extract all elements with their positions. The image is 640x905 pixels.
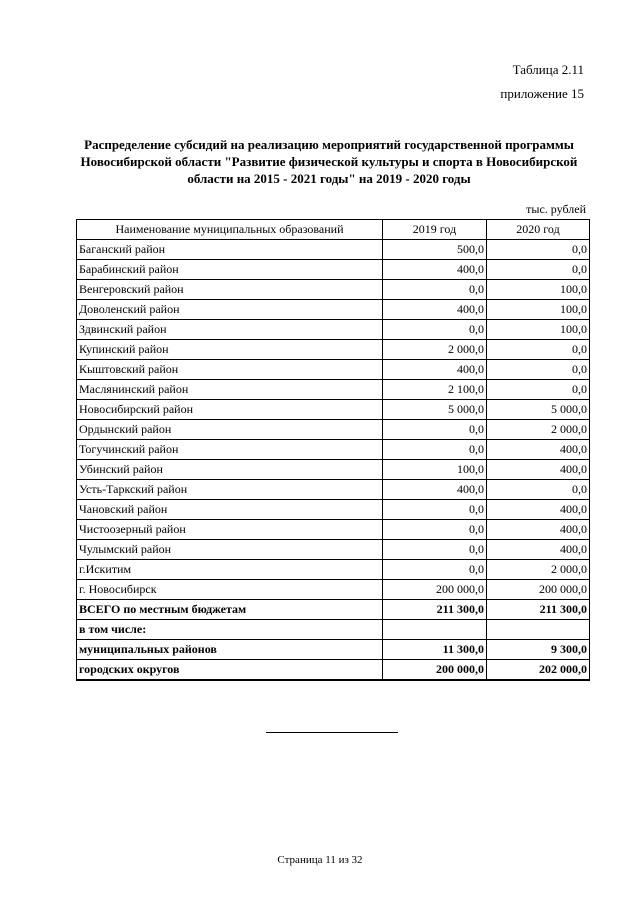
value-2019: 0,0 xyxy=(383,320,487,340)
municipal-districts-2020: 9 300,0 xyxy=(487,640,590,660)
municipality-name: Чистоозерный район xyxy=(77,520,383,540)
value-2020: 100,0 xyxy=(487,300,590,320)
including-label: в том числе: xyxy=(77,620,383,640)
municipality-name: Чановский район xyxy=(77,500,383,520)
including-empty-2020 xyxy=(487,620,590,640)
municipality-name: Убинский район xyxy=(77,460,383,480)
table-row xyxy=(77,340,590,360)
total-label: ВСЕГО по местным бюджетам xyxy=(77,600,383,620)
municipality-name: Купинский район xyxy=(77,340,383,360)
municipality-name: г. Новосибирск xyxy=(77,580,383,600)
appendix-label: приложение 15 xyxy=(500,86,584,101)
separator-line xyxy=(266,732,398,733)
municipal-districts-row xyxy=(77,640,590,660)
value-2019: 0,0 xyxy=(383,440,487,460)
value-2020: 100,0 xyxy=(487,320,590,340)
municipality-name: Здвинский район xyxy=(77,320,383,340)
table-row xyxy=(77,300,590,320)
urban-districts-row xyxy=(77,660,590,681)
value-2020: 2 000,0 xyxy=(487,420,590,440)
value-2020: 100,0 xyxy=(487,280,590,300)
municipality-name: Кыштовский район xyxy=(77,360,383,380)
municipality-name: Барабинский район xyxy=(77,260,383,280)
value-2020: 400,0 xyxy=(487,460,590,480)
value-2020: 400,0 xyxy=(487,520,590,540)
value-2019: 5 000,0 xyxy=(383,400,487,420)
value-2019: 0,0 xyxy=(383,500,487,520)
value-2020: 0,0 xyxy=(487,360,590,380)
value-2019: 100,0 xyxy=(383,460,487,480)
value-2019: 400,0 xyxy=(383,260,487,280)
unit-label: тыс. рублей xyxy=(526,202,586,216)
municipality-name: Ордынский район xyxy=(77,420,383,440)
table-row xyxy=(77,380,590,400)
urban-districts-2019: 200 000,0 xyxy=(383,660,487,681)
value-2020: 5 000,0 xyxy=(487,400,590,420)
total-2020: 211 300,0 xyxy=(487,600,590,620)
total-2019: 211 300,0 xyxy=(383,600,487,620)
municipality-name: Тогучинский район xyxy=(77,440,383,460)
value-2020: 0,0 xyxy=(487,260,590,280)
including-empty-2019 xyxy=(383,620,487,640)
municipality-name: г.Искитим xyxy=(77,560,383,580)
including-row xyxy=(77,620,590,640)
table-row xyxy=(77,240,590,260)
municipality-name: Маслянинский район xyxy=(77,380,383,400)
municipality-name: Новосибирский район xyxy=(77,400,383,420)
value-2019: 400,0 xyxy=(383,300,487,320)
value-2020: 400,0 xyxy=(487,540,590,560)
value-2020: 0,0 xyxy=(487,480,590,500)
municipal-districts-2019: 11 300,0 xyxy=(383,640,487,660)
value-2019: 0,0 xyxy=(383,540,487,560)
table-row xyxy=(77,500,590,520)
table-row xyxy=(77,560,590,580)
table-row xyxy=(77,520,590,540)
column-header-2020: 2020 год xyxy=(487,220,590,240)
urban-districts-label: городских округов xyxy=(77,660,383,681)
value-2019: 400,0 xyxy=(383,360,487,380)
table-row xyxy=(77,480,590,500)
value-2020: 2 000,0 xyxy=(487,560,590,580)
value-2019: 500,0 xyxy=(383,240,487,260)
column-header-name: Наименование муниципальных образований xyxy=(77,220,383,240)
municipality-name: Доволенский район xyxy=(77,300,383,320)
table-row xyxy=(77,440,590,460)
table-row xyxy=(77,360,590,380)
table-row xyxy=(77,460,590,480)
value-2019: 0,0 xyxy=(383,280,487,300)
table-row xyxy=(77,280,590,300)
urban-districts-2020: 202 000,0 xyxy=(487,660,590,681)
value-2020: 0,0 xyxy=(487,340,590,360)
value-2019: 0,0 xyxy=(383,420,487,440)
value-2019: 2 000,0 xyxy=(383,340,487,360)
municipality-name: Чулымский район xyxy=(77,540,383,560)
value-2020: 0,0 xyxy=(487,240,590,260)
table-summary xyxy=(77,600,590,681)
municipal-districts-label: муниципальных районов xyxy=(77,640,383,660)
table-row xyxy=(77,320,590,340)
value-2019: 400,0 xyxy=(383,480,487,500)
value-2020: 400,0 xyxy=(487,440,590,460)
total-row xyxy=(77,600,590,620)
column-header-2019: 2019 год xyxy=(383,220,487,240)
page-number: Страница 11 из 32 xyxy=(277,854,363,866)
table-row xyxy=(77,260,590,280)
municipality-name: Усть-Таркский район xyxy=(77,480,383,500)
municipality-name: Венгеровский район xyxy=(77,280,383,300)
value-2020: 400,0 xyxy=(487,500,590,520)
value-2019: 0,0 xyxy=(383,560,487,580)
table-row xyxy=(77,420,590,440)
table-header-row xyxy=(77,220,590,240)
value-2020: 200 000,0 xyxy=(487,580,590,600)
table-row xyxy=(77,400,590,420)
table-number-label: Таблица 2.11 xyxy=(512,62,584,77)
table-row xyxy=(77,580,590,600)
value-2019: 0,0 xyxy=(383,520,487,540)
document-title: Распределение субсидий на реализацию мероприятий государственной программы Новосибирской области "Развитие физической культуры и спорта в Новосибирской области на 2015 - 2021 годы" на 2019 - 2020 годы xyxy=(80,137,578,186)
value-2019: 200 000,0 xyxy=(383,580,487,600)
table-row xyxy=(77,540,590,560)
subsidy-table xyxy=(76,219,590,681)
table-body xyxy=(77,240,590,600)
value-2019: 2 100,0 xyxy=(383,380,487,400)
municipality-name: Баганский район xyxy=(77,240,383,260)
value-2020: 0,0 xyxy=(487,380,590,400)
